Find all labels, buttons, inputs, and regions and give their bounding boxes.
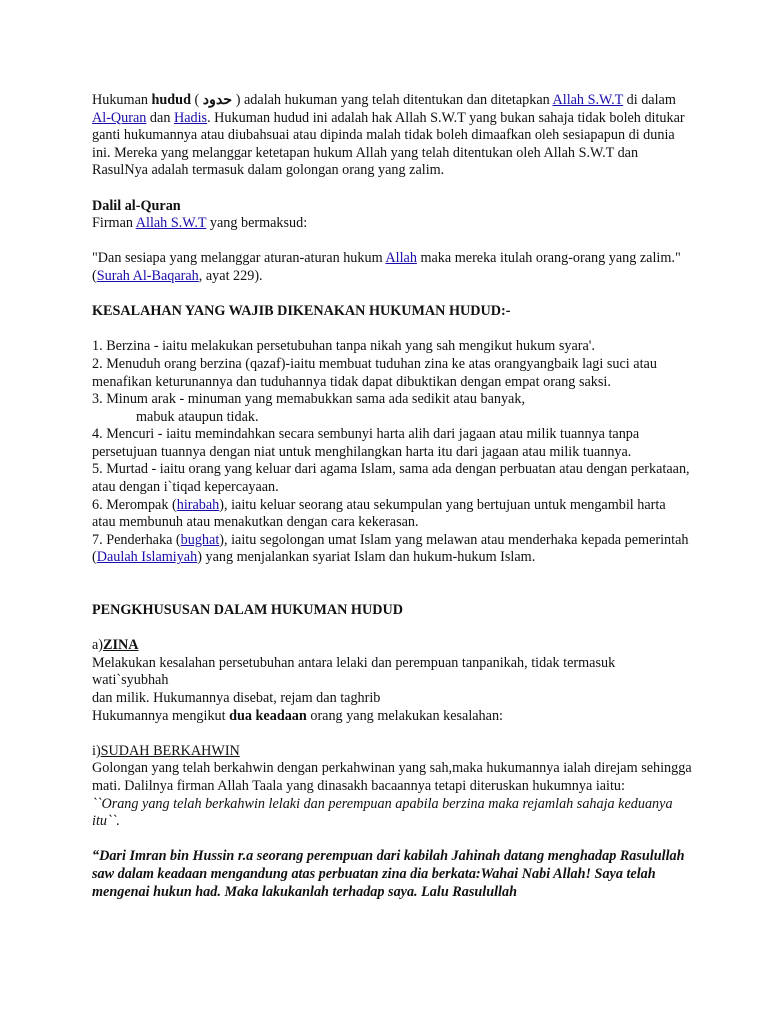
list-item: 1. Berzina - iaitu melakukan persetubuhan tanpa nikah yang sah mengikut hukum syara'. — [92, 338, 595, 355]
zina-line: Melakukan kesalahan persetubuhan antara lelaki dan perempuan tanpanikah, tidak termasuk wati`syubhah — [92, 654, 616, 689]
link-daulah-islamiyah[interactable]: Daulah Islamiyah — [96, 549, 198, 566]
list-item — [92, 497, 692, 532]
intro-text: dan — [146, 109, 174, 126]
quote-text: "Dan sesiapa yang melanggar aturan-aturan hukum — [92, 250, 386, 267]
list-item-text: 6. Merompak ( — [92, 496, 177, 513]
zina-text: orang yang melakukan kesalahan: — [306, 707, 503, 724]
intro-text: ) adalah hukuman yang telah ditentukan dan ditetapkan — [232, 92, 553, 108]
intro-text: . Hukuman hudud ini adalah hak Allah S.W.T yang bukan sahaja tidak boleh ditukar ganti hukumannya atau diubahsuai atau dipinda malah tidak boleh dimaafkan oleh sesiapapun di dunia ini. Mereka yang melanggar ketetapan hukum Allah yang telah ditentukan oleh Allah S.W.T dan RasulNya adalah termasuk dalam golongan orang yang zalim. — [92, 109, 685, 179]
sudah-label: SUDAH BERKAHWIN — [100, 742, 240, 759]
link-allah-swt[interactable]: Allah S.W.T — [552, 92, 624, 108]
kesalahan-heading — [92, 303, 692, 321]
intro-text: ( — [190, 92, 203, 108]
list-item: 4. Mencuri - iaitu memindahkan secara sembunyi harta alih dari jagaan atau milik tuannya tanpa persetujuan tuannya dengan niat untuk menghilangkan harta itu dari jagaan atau milik tuannya. — [92, 426, 640, 460]
zina-line: dan milik. Hukumannya disebat, rejam dan taghrib — [92, 690, 381, 706]
dua-keadaan-term: dua keadaan — [229, 707, 307, 724]
list-item-text: ), iaitu keluar seorang atau sekumpulan yang bertujuan untuk mengambil harta atau membunuh atau menakutkan dengan cara kekerasan. — [92, 496, 666, 531]
link-allah-swt[interactable]: Allah S.W.T — [135, 215, 207, 232]
zina-subheading — [92, 637, 692, 655]
list-item-continuation: mabuk ataupun tidak. — [136, 408, 259, 425]
pengkhususan-heading — [92, 602, 692, 620]
link-hirabah[interactable]: hirabah — [176, 496, 220, 513]
hadith-paragraph: “Dari Imran bin Hussin r.a seorang perempuan dari kabilah Jahinah datang menghadap Rasulullah saw dalam keadaan mengandung atas perbuatan zina dia berkata:Wahai Nabi Allah! Saya telah mengenai hukun had. Maka lakukanlah terhadap saya. Lalu Rasulullah — [92, 848, 685, 900]
list-item-text: ), iaitu segolongan umat Islam yang melawan atau menderhaka kepada pemerintah ( — [92, 531, 689, 566]
firman-text: Firman — [92, 215, 136, 232]
list-item-text: 7. Penderhaka ( — [92, 531, 181, 548]
document-body — [92, 92, 692, 901]
list-item — [92, 532, 692, 567]
dalil-heading-text: Dalil al-Quran — [92, 197, 181, 214]
list-item: 2. Menuduh orang berzina (qazaf)-iaitu membuat tuduhan zina ke atas orangyangbaik lagi suci atau menafikan keturunannya dan tuduhannya tidak dapat dibuktikan dengan empat orang saksi. — [92, 355, 657, 390]
arabic-term: حدود — [202, 92, 233, 108]
quran-quote — [92, 250, 692, 285]
dalil-heading — [92, 198, 692, 216]
list-item: 5. Murtad - iaitu orang yang keluar dari agama Islam, sama ada dengan perbuatan atau dengan perkataan, atau dengan i`tiqad kepercayaan. — [92, 461, 690, 496]
sudah-berkahwin-quote: ``Orang yang telah berkahwin lelaki dan perempuan apabila berzina maka rejamlah sahaja keduanya itu``. — [92, 795, 673, 830]
quote-text: maka mereka itulah orang-orang yang zalim." ( — [92, 250, 681, 284]
kesalahan-heading-text: KESALAHAN YANG WAJIB DIKENAKAN HUKUMAN HUDUD:- — [92, 303, 511, 320]
intro-text: di dalam — [623, 92, 676, 108]
zina-prefix: a) — [92, 637, 104, 654]
zina-label: ZINA — [103, 637, 139, 654]
quote-text: , ayat 229). — [198, 267, 263, 284]
sudah-berkahwin-subheading — [92, 743, 692, 761]
sudah-berkahwin-text: Golongan yang telah berkahwin dengan perkahwinan yang sah,maka hukumannya ialah direjam sehingga mati. Dalilnya firman Allah Taala yang dinasakh bacaannya tetapi diteruskan hukumnya iaitu: — [92, 760, 692, 794]
link-surah-al-baqarah[interactable]: Surah Al-Baqarah — [96, 267, 199, 284]
zina-text: Hukumannya mengikut — [92, 707, 230, 724]
firman-text: yang bermaksud: — [206, 215, 308, 232]
list-item-text: ) yang menjalankan syariat Islam dan hukum-hukum Islam. — [197, 549, 536, 566]
zina-line — [92, 708, 692, 726]
intro-paragraph — [92, 92, 692, 180]
intro-text: Hukuman — [92, 92, 152, 108]
hudud-term: hudud — [151, 92, 191, 108]
link-allah[interactable]: Allah — [385, 250, 417, 267]
list-item: 3. Minum arak - minuman yang memabukkan sama ada sedikit atau banyak, — [92, 391, 525, 408]
link-hadis[interactable]: Hadis — [173, 109, 208, 126]
link-bughat[interactable]: bughat — [180, 531, 220, 548]
pengkhususan-heading-text: PENGKHUSUSAN DALAM HUKUMAN HUDUD — [92, 602, 403, 619]
firman-line — [92, 215, 692, 233]
link-al-quran[interactable]: Al-Quran — [92, 109, 147, 126]
sudah-prefix: i) — [92, 742, 101, 759]
